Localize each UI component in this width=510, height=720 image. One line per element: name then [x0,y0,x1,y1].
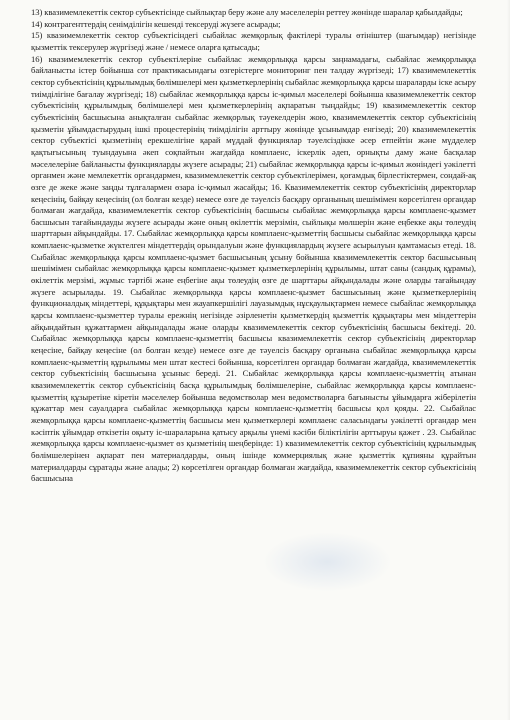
document-body [31,7,476,485]
paragraph-13: 13) квазимемлекеттік сектор субъектісінде сыйлықтар беру және алу мәселелерін реттеу жөнінде шаралар қабылдайды; [31,7,463,17]
paragraph-15: 15) квазимемлекеттік сектор субъектісіндегі сыбайлас жемқорлық фактілері туралы өтініштер (шағымдар) негізінде қызметтік тексерулер жүргізеді және / немесе оларға қатысады; [31,30,476,52]
paragraph-14: 14) контрагенттердің сенімділігін кешенді тексеруді жүзеге асырады; [31,18,281,29]
faint-stamp-mark [262,532,392,592]
paragraph-16-body: 16) квазимемлекеттік сектор субъектілеріне сыбайлас жемқорлыққа қарсы заңнамадағы, сыбайлас жемқорлыққа байланысты істер бойынша сот практикасындағы өзгерістерге мониторинг пен талдау жүргізеді; 17) квазимемлекеттік сектор субъектісінің құрылымдық бөлімшелері мен қызметкерлерінің сыбайлас жемқорлыққа қарсы шараларды іске асыру тиімділігіне бағалау жүргізеді; 18) сыбайлас жемқорлыққа қарсы іс-қимыл мәселелері бойынша квазимемлекеттік сектор субъектісінің құрылымдық бөлімшелері мен қызметкерлерінің ақпаратын тыңдайды; 19) квазимемлекеттік сектор субъектісінің басшысына анықталған сыбайлас жемқорлық тәуекелдерін жою, квазимемлекеттік сектор субъектісінің қызметін ұйымдастырудың ішкі процестерінің тиімділігін арттыру жөнінде ұсынымдар енгізеді; 20) квазимемлекеттік сектор субъектісі қызметінің ерекшелігіне қарай мүддай функциялар тәуелсіздікке әсер етпейтін және мүдделер қақтығысының туындауына әкеп соқпайтын жағдайда комплаенс, іскерлік әдеп, орнықты даму және басқалар мәселелеріне байланысты функцияларды жүзеге асырады; 21) сыбайлас жемқорлыққа қарсы іс-қимыл жөніндегі уәкілетті органмен және мемлекеттік органдармен, квазимемлекеттік сектор субъектілерімен, қоғамдық бірлестіктермен, сондай-ақ өзге де жеке және заңды тұлғалармен өзара іс-қимыл жасайды; 16. Квазимемлекеттік сектор субъектісінің директорлар кеңесінің, байқау кеңесінің (ол болған кезде) немесе өзге де тәуелсіз басқару органының шешімімен көрсетілген органдар болмаған жағдайда, квазимемлекеттік сектор субъектісінің басшысы сыбайлас жемқорлыққа қарсы комплаенс-қызмет басшысын тағайындауды жүзеге асырады және оның өкілеттік мерзімін, сыйлықы мөлшерін және еңбекке ақы төлеудің шарттарын айқындайды. 17. Сыбайлас жемқорлыққа қарсы комплаенс-қызметтің басшысы сыбайлас жемқорлыққа қарсы комплаенс-қызметке жүктелген міндеттердің орындалуын және функциялардың жүзеге асырылуын қамтамасыз етеді. 18. Сыбайлас жемқорлыққа қарсы комплаенс-қызмет басшысының ұсыну бойынша квазимемлекеттік сектор басшысының шешімімен сыбайлас жемқорлыққа қарсы комплаенс-қызмет қызметкерлерінің құрылымы, штат саны (сандық құрамы), өкілеттік мерзімі, жұмыс тәртібі және еңбегіне ақы төлеудің өзге де шарттары айқындалады және оларды тағайындау жүзеге асырылады. 19. Сыбайлас жемқорлыққа қарсы комплаенс-қызмет басшысының және қызметкерлерінің функционалдық міндеттері, құқықтары мен жауапкершілігі лауазымдық нұсқаулықтармен немесе сыбайлас жемқорлыққа қарсы комплаенс-қызметтер туралы ережнің негізінде әзірленетін қызметкердің қызметтік құқықтары мен міндеттерін айқындайтын құжаттармен айқындалады және оларды квазимемлекеттік сектор субъектісінің басшысы бекітеді. 20. Сыбайлас жемқорлыққа қарсы комплаенс-қызметтің басшысы квазимемлекеттік сектор субъектісінің директорлар кеңесіне, байқау кеңесіне (ол болған кезде) немесе өзге де тәуелсіз басқару органына сыбайлас жемқорлыққа қарсы комплаенс-қызметтің құрылымы мен штат кестесі бойынша, көрсетілген органдар болмаған жағдайда, квазимемлекеттік сектор субъектісінің басшысына ұсыныс береді. 21. Сыбайлас жемқорлыққа қарсы комплаенс-қызметтің атынан квазимемлекеттік сектор субъектісінің басқа құрылымдық бөлімшелеріне, сыбайлас жемқорлыққа қарсы комплаенс-қызметтің құзыретіне кіретін мәселелер бойынша ведомстволар мен ведомстволарға бағынысты ұйымдарға жіберілетін құжаттар мен сауалдарға сыбайлас жемқорлыққа қарсы комплаенс-қызметтің басшысы қол қояды. 22. Сыбайлас жемқорлыққа қарсы комплаенс-қызметтің басшысы мен қызметкерлері комплаенс саласындағы уәкілетті органдар мен кәсіптік ұйымдар өткізетін оқыту іс-шараларына қатысу арқылы үнемі кәсіби біліктілігін арттыруы қажет . 23. Сыбайлас жемқорлыққа қарсы комплаенс-қызмет өз қызметінің шеңберінде: 1) квазимемлекеттік сектор субъектісінің құрылымдық бөлімшелерінен ақпарат пен материалдарды, оның ішінде коммерциялық және қызметтік құпияны құрайтын материалдарды сұратады және алады; 2) көрсетілген органдар болмаған жағдайда, квазимемлекеттік сектор субъектісінің басшысына [31,53,476,484]
